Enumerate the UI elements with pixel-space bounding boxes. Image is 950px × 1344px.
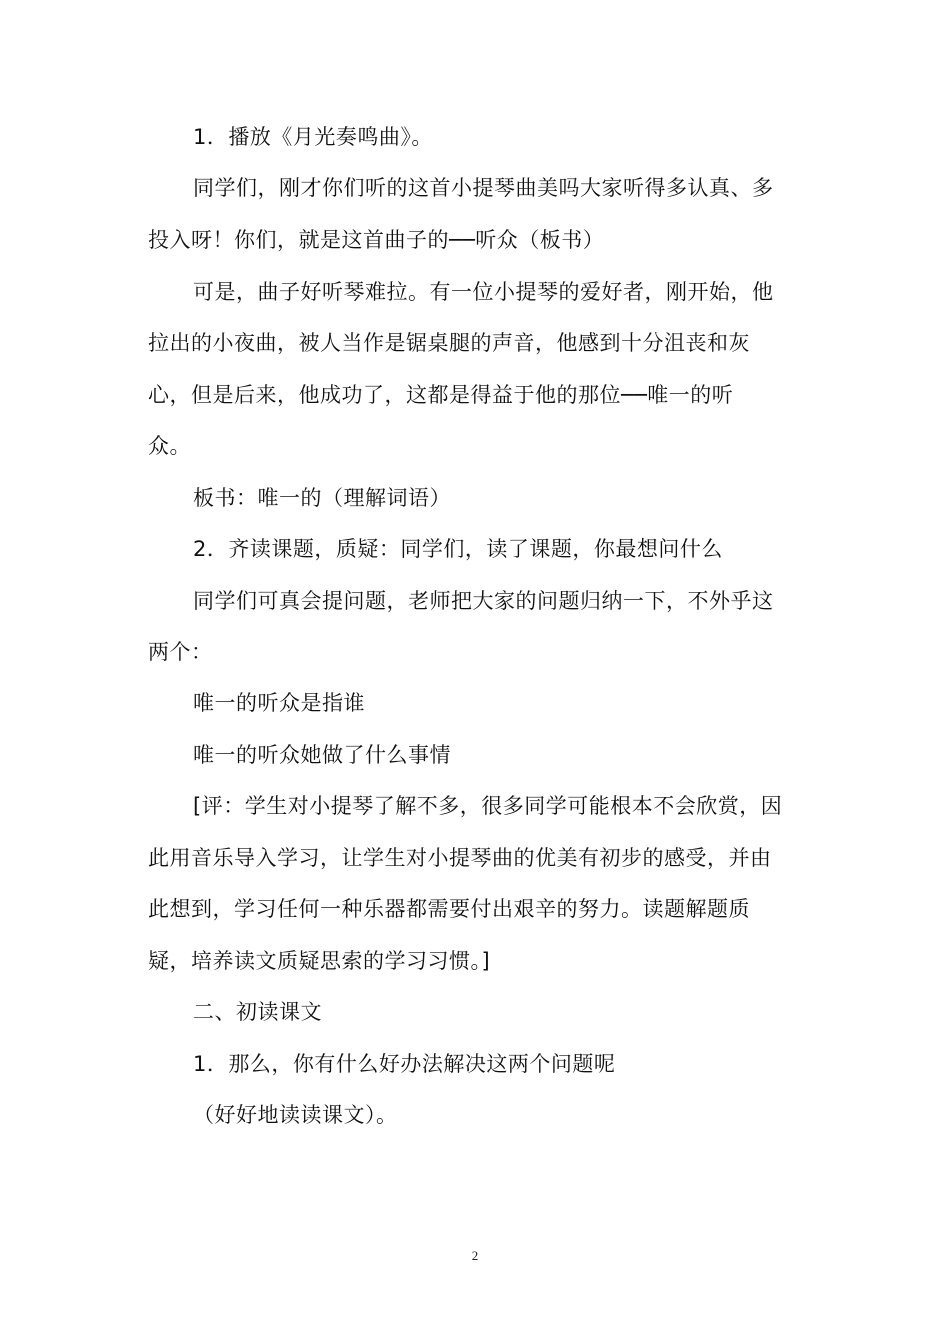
text-line-8: 板书：唯一的（理解词语） xyxy=(193,486,451,510)
text-line-19: 1．那么，你有什么好办法解决这两个问题呢 xyxy=(193,1052,616,1076)
text-line-14: [评：学生对小提琴了解不多，很多同学可能根本不会欣赏，因 xyxy=(193,794,783,818)
text-line-15: 此用音乐导入学习，让学生对小提琴曲的优美有初步的感受，并由 xyxy=(148,846,772,870)
text-line-16: 此想到，学习任何一种乐器都需要付出艰辛的努力。读题解题质 xyxy=(148,897,750,921)
text-line-12: 唯一的听众是指谁 xyxy=(193,691,365,715)
section-heading: 二、初读课文 xyxy=(193,1000,322,1024)
text-line-3: 投入呀！你们，就是这首曲子的──听众（板书） xyxy=(148,228,605,252)
page-number: 2 xyxy=(471,1248,479,1263)
text-line-13: 唯一的听众她做了什么事情 xyxy=(193,743,451,767)
text-line-20: （好好地读读课文）。 xyxy=(193,1103,398,1127)
text-line-2: 同学们，刚才你们听的这首小提琴曲美吗大家听得多认真、多 xyxy=(193,176,774,200)
text-line-9: 2．齐读课题，质疑：同学们，读了课题，你最想问什么 xyxy=(193,537,723,561)
text-line-17: 疑，培养读文质疑思索的学习习惯。] xyxy=(148,949,491,973)
text-line-11: 两个： xyxy=(148,640,213,664)
text-line-4: 可是，曲子好听琴难拉。有一位小提琴的爱好者，刚开始，他 xyxy=(193,280,774,304)
text-line-7: 众。 xyxy=(148,434,191,458)
text-line-10: 同学们可真会提问题，老师把大家的问题归纳一下，不外乎这 xyxy=(193,589,774,613)
text-line-5: 拉出的小夜曲，被人当作是锯桌腿的声音，他感到十分沮丧和灰 xyxy=(148,331,750,355)
text-line-6: 心，但是后来，他成功了，这都是得益于他的那位──唯一的听 xyxy=(148,383,734,407)
text-line-1: 1．播放《月光奏鸣曲》。 xyxy=(193,125,433,149)
